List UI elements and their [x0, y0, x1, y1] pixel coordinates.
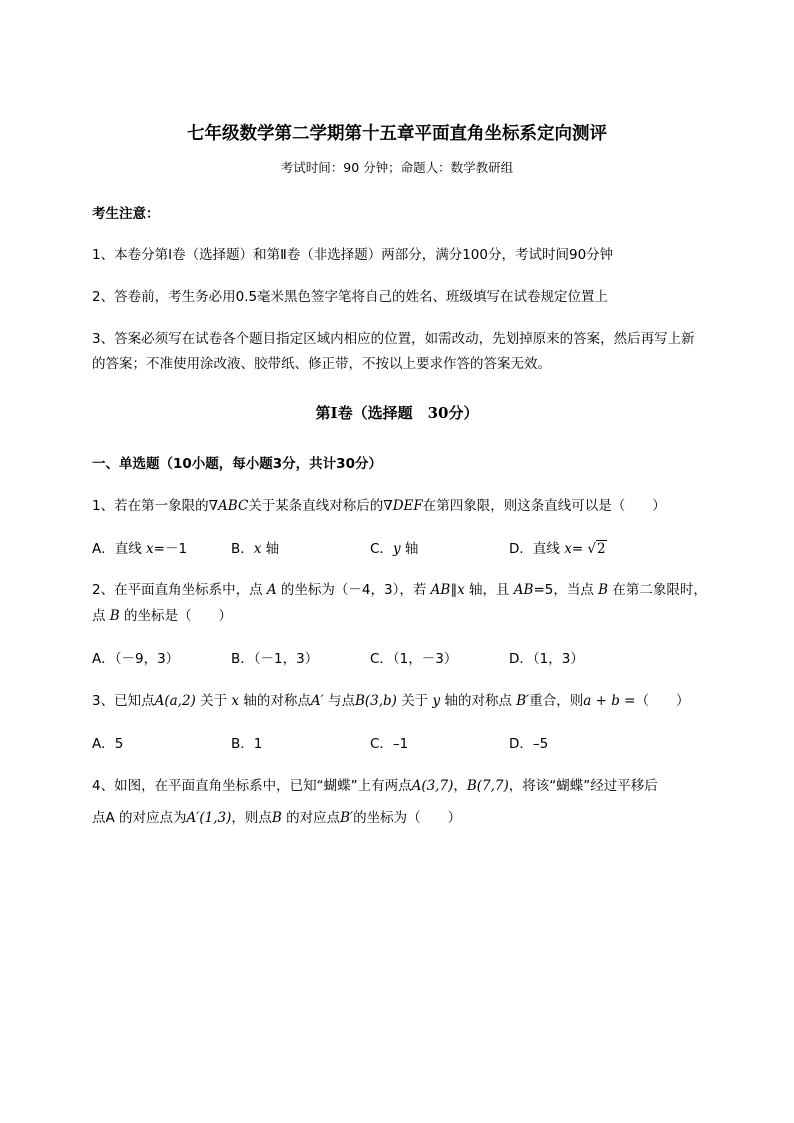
- part-heading: 一、单选题（10小题，每小题3分，共计30分）: [92, 456, 382, 472]
- question-1: [92, 494, 712, 514]
- math-expression: x: [457, 582, 465, 598]
- question-text: 的对应点: [281, 810, 341, 826]
- math-expression: x: [253, 541, 262, 557]
- q2-option-b: B．（－1，3）: [231, 651, 319, 667]
- question-text: 的坐标为（ ）: [353, 810, 462, 826]
- question-text: 4、如图，在平面直角坐标系中，已知“蝴蝶”上有两点: [92, 778, 412, 794]
- option-text: 轴: [261, 541, 280, 557]
- q3-option-d: D．–5: [509, 736, 549, 752]
- math-expression: B(7,7): [466, 778, 509, 794]
- math-expression: x: [146, 541, 154, 557]
- option-label: B．: [231, 541, 254, 557]
- question-text: 轴的对称点: [440, 693, 517, 709]
- q3-option-b: B．1: [231, 736, 263, 752]
- math-expression: AB: [430, 582, 451, 598]
- q2-option-d: D．（1，3）: [509, 651, 584, 667]
- question-text: 关于: [396, 693, 433, 709]
- question-text: 点A 的对应点为: [92, 810, 187, 826]
- math-expression: B′: [340, 810, 354, 826]
- question-text: 3、已知点: [92, 693, 155, 709]
- math-expression: A′: [310, 693, 324, 709]
- question-text: ，将该“蝴蝶”经过平移后: [508, 778, 658, 794]
- math-expression: ∇ABC: [208, 498, 249, 514]
- math-expression: ∇DEF: [383, 498, 423, 514]
- q2-option-c: C．（1，－3）: [370, 651, 458, 667]
- option-label: D．直线: [509, 541, 565, 557]
- q3-option-a: A．5: [92, 736, 124, 752]
- page-title: 七年级数学第二学期第十五章平面直角坐标系定向测评: [187, 124, 607, 144]
- question-2-line-2: [92, 604, 712, 624]
- section-title: 第Ⅰ卷（选择题 30分）: [315, 404, 479, 422]
- question-text: 2、在平面直角坐标系中，点: [92, 582, 267, 598]
- math-expression: A: [266, 582, 277, 598]
- q1-option-b: [231, 537, 279, 557]
- math-expression: A′(1,3): [186, 810, 232, 826]
- option-text: =: [571, 541, 588, 557]
- question-text: ∥: [450, 582, 458, 598]
- radicand: 2: [597, 541, 606, 557]
- question-2: [92, 578, 712, 598]
- math-expression: AB: [513, 582, 534, 598]
- math-expression: a + b =: [583, 693, 636, 709]
- question-text: 点: [92, 608, 110, 624]
- question-text: ，则点: [231, 810, 272, 826]
- exam-info: 考试时间：90 分钟；命题人：数学教研组: [280, 160, 514, 175]
- option-label: C．: [370, 541, 393, 557]
- math-expression: A(3,7): [411, 778, 454, 794]
- question-text: 与点: [323, 693, 355, 709]
- option-label: A．直线: [92, 541, 147, 557]
- question-text: 重合，则: [529, 693, 584, 709]
- math-expression: y: [392, 541, 401, 557]
- math-expression: x: [231, 693, 240, 709]
- notice-item-3-line-1: 3、答案必须写在试卷各个题目指定区域内相应的位置，如需改动，先划掉原来的答案，然后再写上新: [92, 331, 695, 347]
- question-text: 的坐标是（ ）: [119, 608, 233, 624]
- sqrt-expression: [587, 540, 606, 557]
- question-text: 关于: [195, 693, 232, 709]
- question-4-line-2: [92, 806, 712, 826]
- math-expression: A(a,2): [154, 693, 196, 709]
- question-text: 在第二象限时，: [608, 582, 707, 598]
- notice-heading: 考生注意：: [92, 206, 160, 222]
- question-text: 在第四象限，则这条直线可以是（ ）: [422, 498, 666, 514]
- notice-item-1: 1、本卷分第Ⅰ卷（选择题）和第Ⅱ卷（非选择题）两部分，满分100分，考试时间90分钟: [92, 247, 614, 263]
- math-expression: B: [598, 582, 609, 598]
- question-text: 的坐标为（－4，3），若: [276, 582, 431, 598]
- question-text: 关于某条直线对称后的: [248, 498, 384, 514]
- math-expression: B′: [516, 693, 530, 709]
- math-expression: B: [271, 810, 282, 826]
- notice-item-3-line-2: 的答案；不准使用涂改液、胶带纸、修正带，不按以上要求作答的答案无效。: [92, 356, 551, 372]
- option-text: =－1: [153, 541, 188, 557]
- question-3: [92, 689, 712, 709]
- sqrt-sign: √: [587, 541, 597, 557]
- q1-option-a: [92, 537, 187, 557]
- math-expression: y: [432, 693, 441, 709]
- q1-option-d: [509, 537, 607, 557]
- question-text: ，: [453, 778, 467, 794]
- question-4: [92, 774, 712, 794]
- question-text: 1、若在第一象限的: [92, 498, 209, 514]
- q1-option-c: [370, 537, 418, 557]
- math-expression: B: [109, 608, 120, 624]
- question-text: 轴，且: [464, 582, 514, 598]
- question-text: （ ）: [635, 693, 690, 709]
- question-text: 轴的对称点: [239, 693, 311, 709]
- option-text: 轴: [400, 541, 419, 557]
- question-text: =5，当点: [533, 582, 599, 598]
- math-expression: B(3,b): [354, 693, 397, 709]
- math-expression: x: [564, 541, 572, 557]
- notice-item-2: 2、答卷前，考生务必用0.5毫米黑色签字笔将自己的姓名、班级填写在试卷规定位置上: [92, 289, 609, 305]
- q2-option-a: A．（－9，3）: [92, 651, 180, 667]
- q3-option-c: C．–1: [370, 736, 409, 752]
